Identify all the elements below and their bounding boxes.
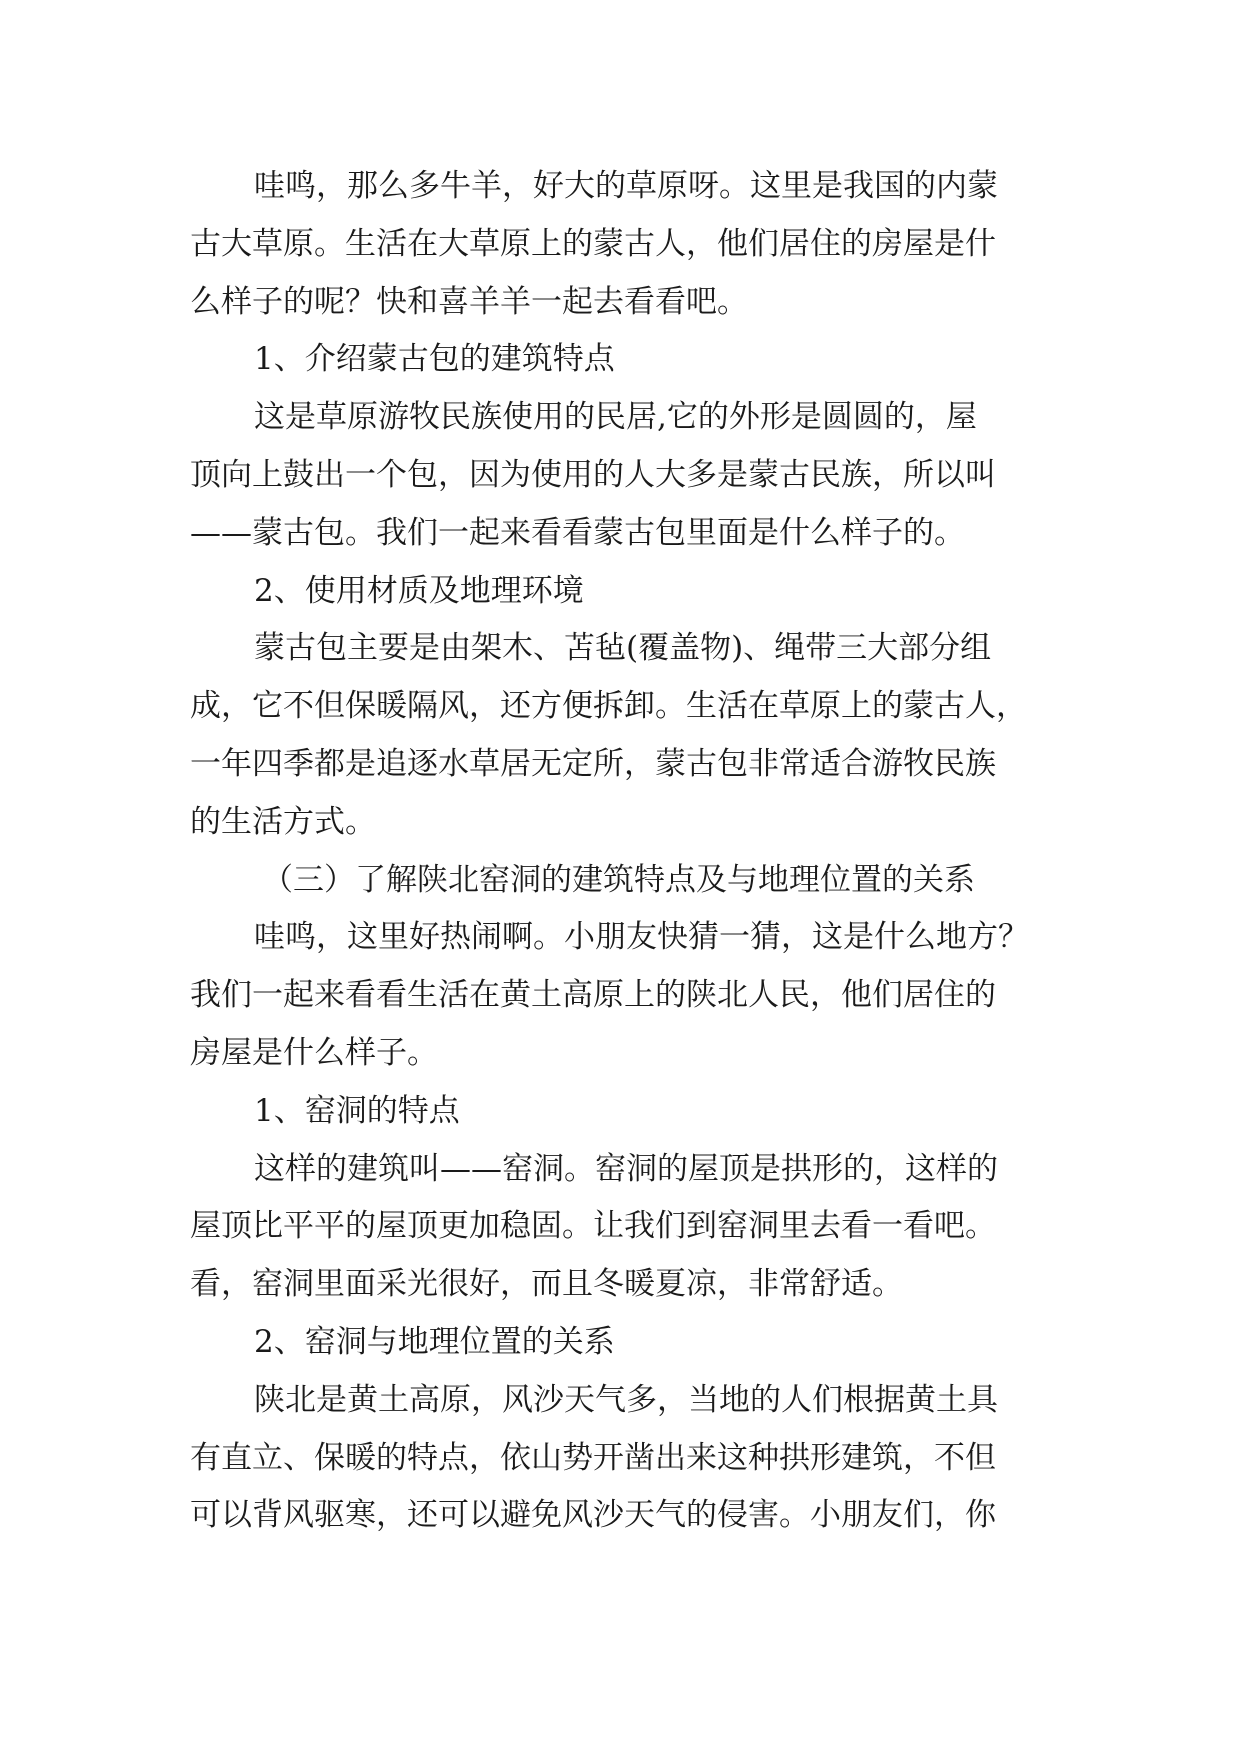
paragraph-line: 这是草原游牧民族使用的民居,它的外形是圆圆的，屋 xyxy=(254,399,977,436)
paragraph-line: 我们一起来看看生活在黄土高原上的陕北人民，他们居住的 xyxy=(190,977,996,1014)
paragraph-line: 顶向上鼓出一个包，因为使用的人大多是蒙古民族，所以叫 xyxy=(190,456,996,493)
paragraph-line: 么样子的呢？快和喜羊羊一起去看看吧。 xyxy=(190,283,748,320)
paragraph-line: 古大草原。生活在大草原上的蒙古人，他们居住的房屋是什 xyxy=(190,225,996,262)
section-heading: 1、窑洞的特点 xyxy=(254,1092,460,1129)
paragraph-line: 这样的建筑叫——窑洞。窑洞的屋顶是拱形的，这样的 xyxy=(254,1150,998,1187)
paragraph-line: ——蒙古包。我们一起来看看蒙古包里面是什么样子的。 xyxy=(190,514,965,551)
document-body xyxy=(190,158,1060,1545)
section-heading: 2、窑洞与地理位置的关系 xyxy=(254,1323,615,1360)
paragraph-line: 哇鸣，那么多牛羊，好大的草原呀。这里是我国的内蒙 xyxy=(254,168,998,204)
paragraph-line: 有直立、保暖的特点，依山势开凿出来这种拱形建筑，不但 xyxy=(190,1439,996,1476)
paragraph-line: 房屋是什么样子。 xyxy=(190,1034,438,1071)
paragraph-line: 一年四季都是追逐水草居无定所，蒙古包非常适合游牧民族 xyxy=(190,745,996,782)
paragraph-line: 蒙古包主要是由架木、苫毡(覆盖物)、绳带三大部分组 xyxy=(254,630,992,667)
section-heading: 2、使用材质及地理环境 xyxy=(254,572,584,609)
part-heading: （三）了解陕北窑洞的建筑特点及与地理位置的关系 xyxy=(262,861,975,898)
paragraph-line: 的生活方式。 xyxy=(190,803,376,840)
paragraph-line: 哇鸣，这里好热闹啊。小朋友快猜一猜，这是什么地方？ xyxy=(254,919,1029,956)
section-heading: 1、介绍蒙古包的建筑特点 xyxy=(254,341,615,378)
paragraph-line: 可以背风驱寒，还可以避免风沙天气的侵害。小朋友们，你 xyxy=(190,1497,996,1534)
paragraph-line: 陕北是黄土高原，风沙天气多，当地的人们根据黄土具 xyxy=(254,1381,998,1418)
paragraph-line: 成，它不但保暖隔风，还方便拆卸。生活在草原上的蒙古人， xyxy=(190,688,1027,725)
paragraph-line: 屋顶比平平的屋顶更加稳固。让我们到窑洞里去看一看吧。 xyxy=(190,1208,996,1245)
paragraph-line: 看，窑洞里面采光很好，而且冬暖夏凉，非常舒适。 xyxy=(190,1266,903,1303)
